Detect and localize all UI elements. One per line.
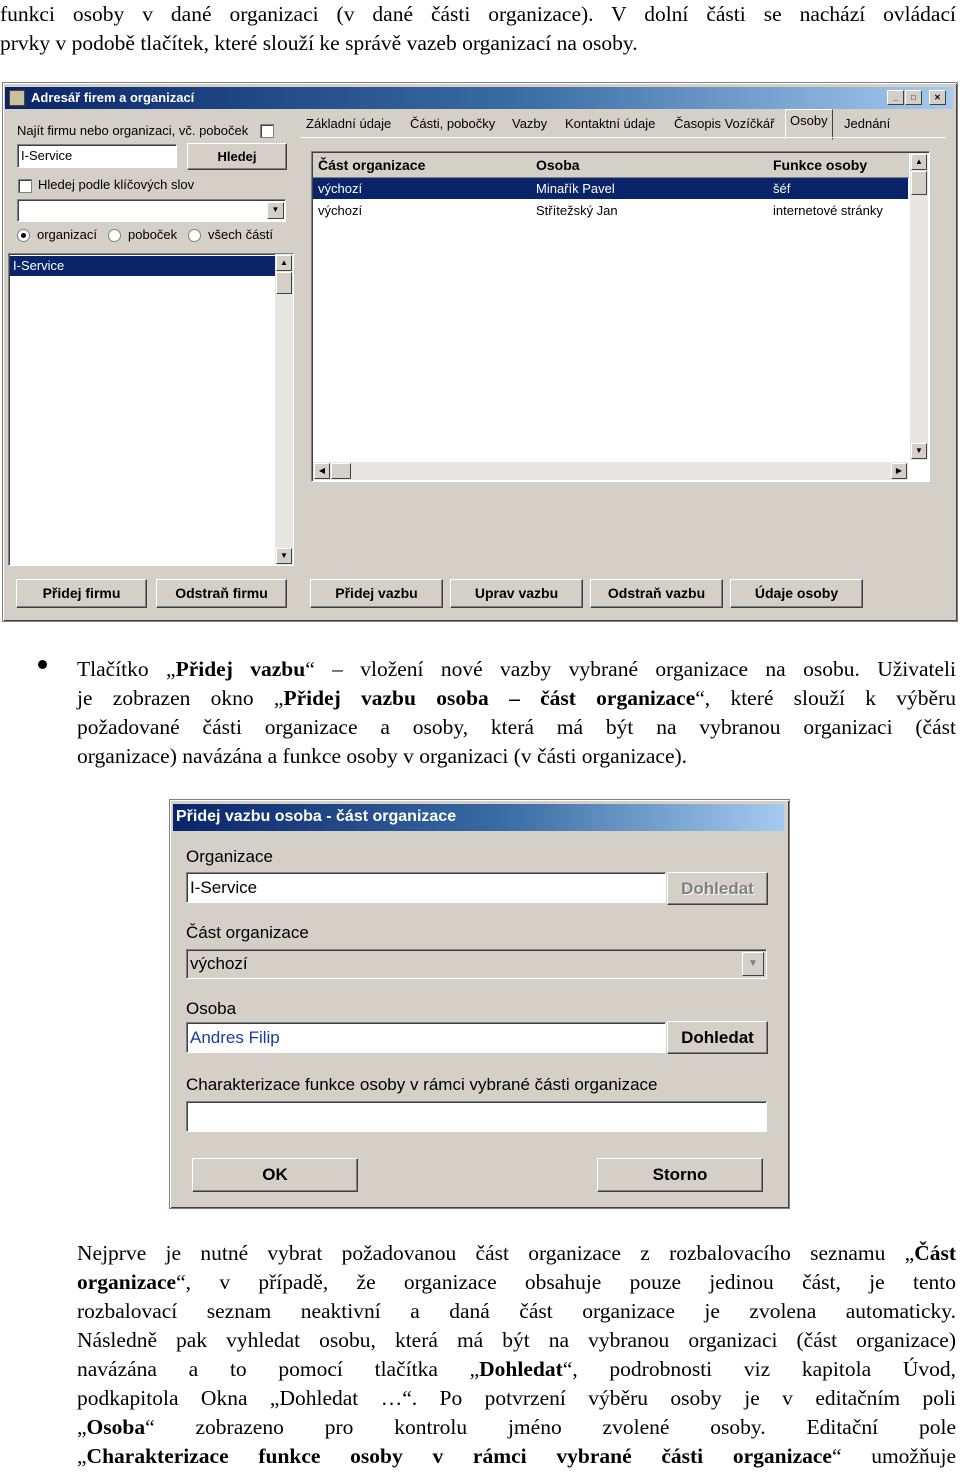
bullet-line-1: Tlačítko „Přidej vazbu“ – vložení nové vazby vybrané organizace na osobu. Uživateli [77, 657, 956, 681]
branch-search-checkbox[interactable] [260, 124, 274, 138]
function-field[interactable] [186, 1101, 767, 1132]
bullet-line-2: je zobrazen okno „Přidej vazbu osoba – část organizace“, které slouží k výběru [77, 686, 957, 710]
tab-parts-branches[interactable]: Části, pobočky [410, 116, 496, 131]
persons-table[interactable] [311, 151, 930, 482]
search-input[interactable]: I-Service [17, 144, 177, 168]
function-label: Charakterizace funkce osoby v rámci vybrané části organizace [186, 1075, 658, 1094]
add-link-dialog-titlebar [173, 804, 784, 831]
bullet-icon [38, 660, 47, 669]
cancel-button[interactable]: Storno [597, 1158, 763, 1192]
address-book-titlebar [5, 87, 953, 109]
scroll-up-icon[interactable]: ▲ [276, 255, 292, 271]
add-company-button[interactable]: Přidej firmu [16, 579, 147, 608]
search-button[interactable]: Hledej [187, 143, 287, 170]
radio-all-parts[interactable] [188, 229, 201, 242]
table-header [313, 153, 909, 178]
organization-search-button[interactable]: Dohledat [667, 872, 768, 905]
intro-paragraph [0, 0, 956, 58]
cell-part: výchozí [318, 203, 363, 218]
maximize-button[interactable]: □ [905, 90, 922, 105]
bullet-line-4: organizace) navázána a funkce osoby v organizaci (v části organizace). [77, 744, 688, 768]
tab-persons[interactable]: Osoby [785, 109, 833, 140]
scroll-up-icon[interactable]: ▲ [911, 154, 927, 170]
radio-branches[interactable] [108, 229, 121, 242]
scroll-left-icon[interactable]: ◀ [314, 463, 330, 479]
result-list-scrollbar[interactable] [275, 254, 293, 565]
table-horizontal-scrollbar[interactable] [313, 462, 908, 480]
bullet-paragraph [77, 655, 956, 771]
person-label: Osoba [186, 999, 237, 1018]
cell-part: výchozí [318, 181, 363, 196]
outro-paragraph [77, 1239, 956, 1471]
close-button[interactable]: ✕ [929, 90, 946, 105]
tab-contacts[interactable]: Kontaktní údaje [565, 116, 656, 131]
person-field-value: Andres Filip [190, 1028, 280, 1047]
scroll-down-icon[interactable]: ▼ [911, 443, 927, 459]
outro-line-2: organizace“, v případě, že organizace obsahuje pouze jedinou část, je tento [77, 1270, 956, 1294]
remove-company-button[interactable]: Odstraň firmu [156, 579, 287, 608]
column-header-function[interactable]: Funkce osoby [773, 157, 868, 173]
keyword-select[interactable] [17, 199, 286, 222]
window-title: Adresář firem a organizací [31, 90, 195, 105]
column-header-part[interactable]: Část organizace [318, 157, 426, 173]
part-label: Část organizace [186, 923, 309, 942]
radio-all-parts-label: všech částí [208, 227, 274, 242]
part-select-value: výchozí [190, 954, 248, 973]
outro-line-6: podkapitola Okna „Dohledat …“. Po potvrzení výběru osoby je v editačním poli [77, 1386, 956, 1410]
cell-function: šéf [773, 181, 791, 196]
outro-line-1: Nejprve je nutné vybrat požadovanou část organizace z rozbalovacího seznamu „Část [77, 1241, 956, 1265]
outro-line-5: navázána a to pomocí tlačítka „Dohledat“, podrobnosti viz kapitola Úvod, [77, 1357, 956, 1381]
organization-label: Organizace [186, 847, 273, 866]
person-details-button[interactable]: Údaje osoby [730, 579, 863, 608]
tab-panel-border [300, 137, 946, 138]
keyword-checkbox[interactable] [18, 179, 32, 193]
result-list-item[interactable]: I-Service [10, 256, 277, 276]
app-icon [9, 90, 25, 106]
scroll-thumb[interactable] [276, 272, 292, 294]
radio-branches-label: poboček [128, 227, 178, 242]
tab-meetings[interactable]: Jednání [844, 116, 891, 131]
table-row[interactable] [313, 178, 908, 199]
person-search-button[interactable]: Dohledat [667, 1021, 768, 1054]
scroll-thumb[interactable] [331, 463, 351, 479]
outro-line-3: rozbalovací seznam neaktivní a daná část organizace je zvolena automaticky. [77, 1299, 956, 1323]
tab-magazine[interactable]: Časopis Vozíčkář [674, 116, 775, 131]
scroll-down-icon[interactable]: ▼ [276, 548, 292, 564]
outro-line-7: „Osoba“ zobrazeno pro kontrolu jméno zvolené osoby. Editační pole [77, 1415, 956, 1439]
minimize-button[interactable]: _ [887, 90, 904, 105]
cell-person: Střítežský Jan [536, 203, 618, 218]
bullet-line-3: požadované části organizace a osoby, která má být na vybranou organizaci (část [77, 715, 956, 739]
cell-person: Minařík Pavel [536, 181, 615, 196]
ok-button[interactable]: OK [192, 1158, 358, 1192]
intro-line-2: prvky v podobě tlačítek, které slouží ke správě vazeb organizací na osoby. [0, 31, 638, 55]
table-row[interactable] [313, 200, 908, 221]
radio-organizations[interactable] [17, 229, 30, 242]
outro-line-4: Následně pak vyhledat osobu, která má být na vybranou organizaci (část organizace) [77, 1328, 956, 1352]
keyword-checkbox-label: Hledej podle klíčových slov [38, 177, 195, 192]
outro-line-8: „Charakterizace funkce osoby v rámci vybrané části organizace“ umožňuje [77, 1444, 956, 1468]
person-field[interactable] [186, 1022, 666, 1053]
tab-basic-info[interactable]: Základní údaje [306, 116, 392, 131]
result-list[interactable] [8, 253, 294, 566]
scroll-right-icon[interactable]: ▶ [891, 463, 907, 479]
scroll-thumb[interactable] [911, 171, 927, 195]
search-label: Najít firmu nebo organizaci, vč. poboček [17, 123, 249, 138]
column-header-person[interactable]: Osoba [536, 157, 580, 173]
add-link-button[interactable]: Přidej vazbu [310, 579, 443, 608]
tab-links[interactable]: Vazby [512, 116, 548, 131]
organization-field[interactable]: I-Service [186, 872, 666, 903]
edit-link-button[interactable]: Uprav vazbu [450, 579, 583, 608]
intro-line-1: funkci osoby v dané organizaci (v dané části organizace). V dolní části se nachází ovládací [0, 2, 956, 26]
remove-link-button[interactable]: Odstraň vazbu [590, 579, 723, 608]
chevron-down-icon[interactable]: ▼ [742, 952, 764, 976]
radio-organizations-label: organizací [37, 227, 97, 242]
table-vertical-scrollbar[interactable] [910, 153, 928, 460]
cell-function: internetové stránky [773, 203, 883, 218]
chevron-down-icon[interactable]: ▼ [267, 202, 284, 219]
part-select[interactable] [186, 949, 767, 979]
dialog-title: Přidej vazbu osoba - část organizace [176, 808, 457, 825]
